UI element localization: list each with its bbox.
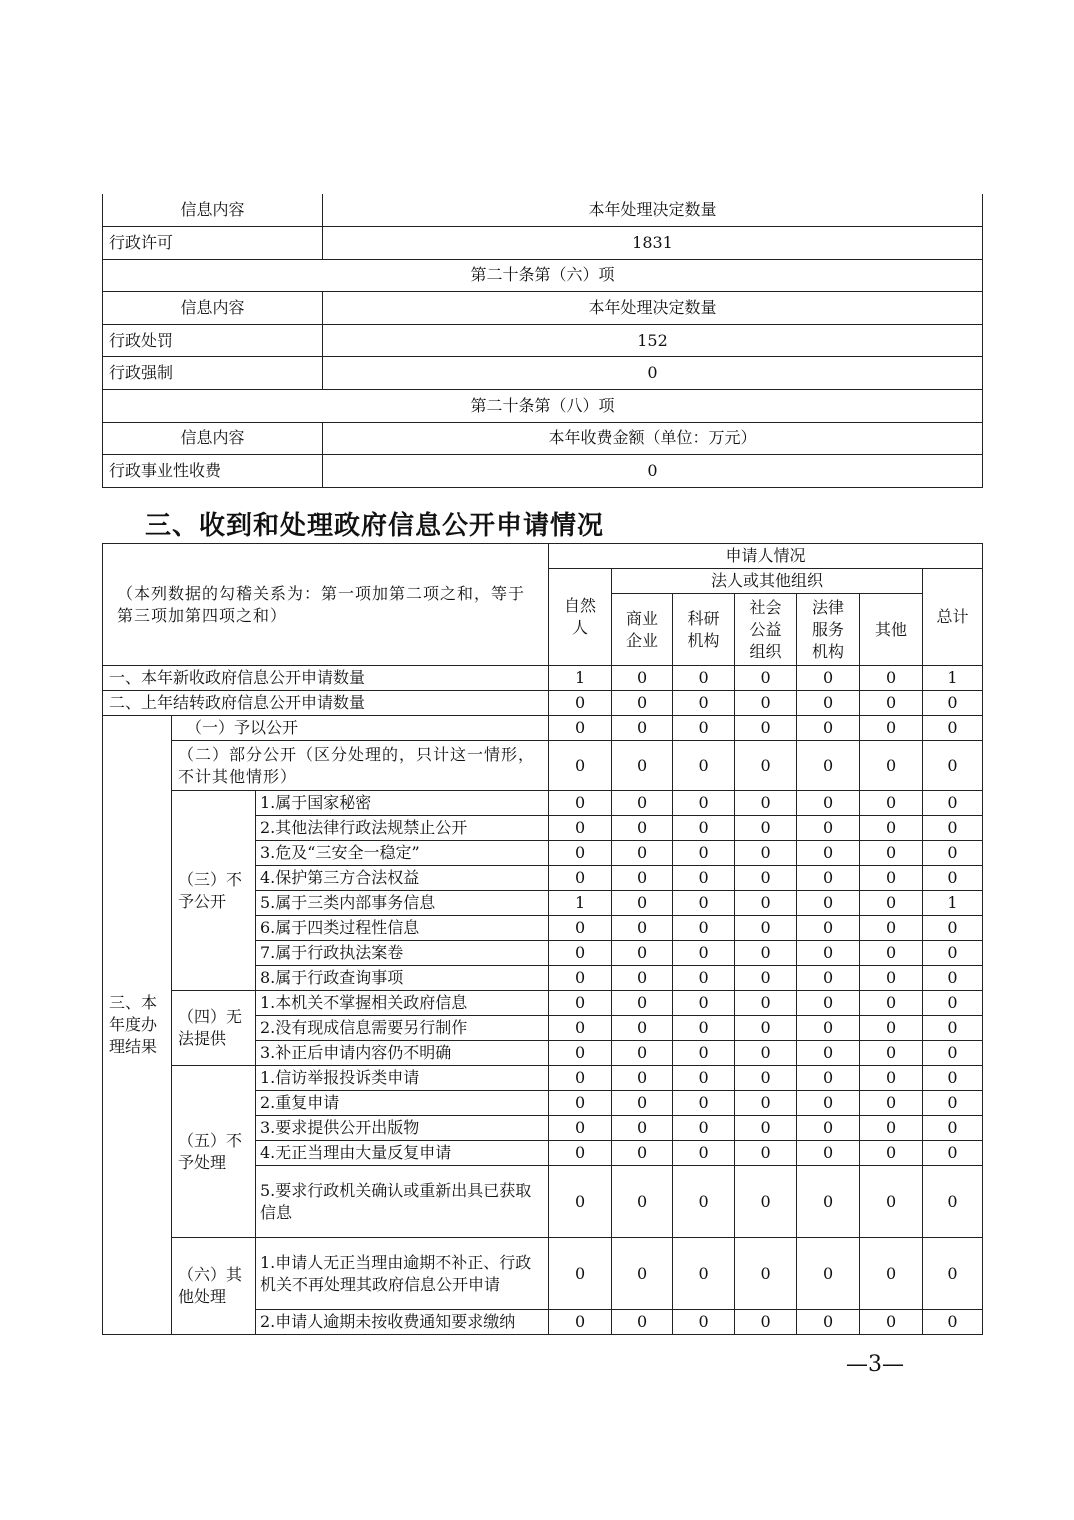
page-number: —3— bbox=[846, 1352, 904, 1377]
table1-row bbox=[103, 357, 983, 390]
cell-value: 0 bbox=[923, 866, 983, 891]
org-column-header: 其他 bbox=[860, 594, 923, 666]
cell-value: 0 bbox=[860, 916, 923, 941]
cell-value: 0 bbox=[860, 841, 923, 866]
cell-value: 0 bbox=[735, 1310, 797, 1335]
table-row bbox=[103, 991, 983, 1016]
cell-value: 0 bbox=[549, 816, 612, 841]
cell-value: 0 bbox=[797, 891, 860, 916]
row-label: 2.没有现成信息需要另行制作 bbox=[256, 1016, 549, 1041]
cell-value: 0 bbox=[735, 891, 797, 916]
column-header: 本年处理决定数量 bbox=[323, 292, 983, 325]
row-label: 二、上年结转政府信息公开申请数量 bbox=[103, 691, 549, 716]
table-row bbox=[103, 741, 983, 791]
cell-value: 1 bbox=[549, 891, 612, 916]
cell-value: 0 bbox=[860, 816, 923, 841]
cell-value: 0 bbox=[860, 991, 923, 1016]
table1-row bbox=[103, 390, 983, 423]
cell-value: 0 bbox=[673, 1066, 735, 1091]
cell-value: 0 bbox=[735, 941, 797, 966]
item-label: 行政许可 bbox=[103, 227, 323, 260]
cell-value: 0 bbox=[612, 1066, 673, 1091]
cell-value: 0 bbox=[549, 941, 612, 966]
cell-value: 0 bbox=[923, 691, 983, 716]
cell-value: 0 bbox=[673, 841, 735, 866]
cell-value: 0 bbox=[797, 841, 860, 866]
cell-value: 0 bbox=[612, 1166, 673, 1238]
cell-value: 0 bbox=[612, 966, 673, 991]
cell-value: 0 bbox=[735, 841, 797, 866]
cell-value: 0 bbox=[673, 866, 735, 891]
item-label: 行政事业性收费 bbox=[103, 455, 323, 488]
cell-value: 0 bbox=[923, 816, 983, 841]
cell-value: 1 bbox=[923, 891, 983, 916]
cell-value: 0 bbox=[549, 1310, 612, 1335]
cell-value: 0 bbox=[797, 791, 860, 816]
column-header: 信息内容 bbox=[103, 194, 323, 227]
cell-value: 0 bbox=[797, 1116, 860, 1141]
table-row bbox=[103, 1238, 983, 1310]
table1-row bbox=[103, 194, 983, 227]
cell-value: 0 bbox=[673, 1016, 735, 1041]
cell-value: 0 bbox=[549, 1066, 612, 1091]
cell-value: 0 bbox=[612, 816, 673, 841]
cell-value: 0 bbox=[673, 666, 735, 691]
cell-value: 1 bbox=[923, 666, 983, 691]
cell-value: 0 bbox=[923, 916, 983, 941]
cell-value: 0 bbox=[860, 1141, 923, 1166]
row-label: 3.补正后申请内容仍不明确 bbox=[256, 1041, 549, 1066]
cell-value: 0 bbox=[612, 741, 673, 791]
cell-value: 0 bbox=[549, 691, 612, 716]
cell-value: 0 bbox=[735, 1166, 797, 1238]
cell-value: 0 bbox=[735, 716, 797, 741]
cell-value: 0 bbox=[735, 1091, 797, 1116]
table1-row bbox=[103, 422, 983, 455]
org-column-header: 社会公益组织 bbox=[735, 594, 797, 666]
cell-value: 0 bbox=[923, 1310, 983, 1335]
cell-value: 0 bbox=[549, 741, 612, 791]
cell-value: 0 bbox=[860, 741, 923, 791]
cell-value: 0 bbox=[549, 991, 612, 1016]
cell-value: 0 bbox=[923, 991, 983, 1016]
cell-value: 0 bbox=[549, 716, 612, 741]
cell-value: 0 bbox=[735, 666, 797, 691]
cell-value: 0 bbox=[735, 1041, 797, 1066]
row-label: 5.属于三类内部事务信息 bbox=[256, 891, 549, 916]
cell-value: 0 bbox=[673, 741, 735, 791]
subgroup-label: （五）不予处理 bbox=[172, 1066, 256, 1238]
table-row bbox=[103, 666, 983, 691]
table1-row bbox=[103, 292, 983, 325]
group-label: 三、本年度办理结果 bbox=[103, 716, 172, 1335]
cell-value: 0 bbox=[923, 841, 983, 866]
cell-value: 0 bbox=[549, 916, 612, 941]
cell-value: 0 bbox=[612, 691, 673, 716]
column-header: 本年处理决定数量 bbox=[323, 194, 983, 227]
cell-value: 0 bbox=[735, 866, 797, 891]
section-label: 第二十条第（六）项 bbox=[103, 259, 983, 292]
cell-value: 0 bbox=[612, 891, 673, 916]
cell-value: 0 bbox=[860, 966, 923, 991]
cell-value: 0 bbox=[797, 1066, 860, 1091]
cell-value: 0 bbox=[735, 1141, 797, 1166]
cell-value: 0 bbox=[673, 1041, 735, 1066]
cell-value: 0 bbox=[735, 916, 797, 941]
cell-value: 0 bbox=[735, 1238, 797, 1310]
cell-value: 0 bbox=[923, 741, 983, 791]
cell-value: 0 bbox=[923, 1166, 983, 1238]
cell-value: 0 bbox=[797, 1310, 860, 1335]
item-value: 0 bbox=[323, 357, 983, 390]
cell-value: 0 bbox=[612, 1310, 673, 1335]
row-label: （二）部分公开（区分处理的，只计这一情形，不计其他情形） bbox=[172, 741, 549, 791]
row-label: 6.属于四类过程性信息 bbox=[256, 916, 549, 941]
row-label: 2.重复申请 bbox=[256, 1091, 549, 1116]
row-label: 1.本机关不掌握相关政府信息 bbox=[256, 991, 549, 1016]
cell-value: 0 bbox=[797, 1166, 860, 1238]
table-row bbox=[103, 691, 983, 716]
row-label: 3.危及“三安全一稳定” bbox=[256, 841, 549, 866]
cell-value: 0 bbox=[860, 941, 923, 966]
cell-value: 0 bbox=[860, 666, 923, 691]
cell-value: 0 bbox=[923, 716, 983, 741]
cell-value: 0 bbox=[860, 1116, 923, 1141]
cell-value: 0 bbox=[860, 891, 923, 916]
cell-value: 0 bbox=[673, 966, 735, 991]
cell-value: 0 bbox=[549, 1041, 612, 1066]
cell-value: 0 bbox=[797, 691, 860, 716]
cell-value: 0 bbox=[797, 666, 860, 691]
item-label: 行政处罚 bbox=[103, 324, 323, 357]
cell-value: 0 bbox=[612, 1041, 673, 1066]
cell-value: 0 bbox=[612, 1238, 673, 1310]
cell-value: 0 bbox=[860, 1166, 923, 1238]
org-column-header: 法律服务机构 bbox=[797, 594, 860, 666]
cell-value: 0 bbox=[612, 866, 673, 891]
cell-value: 0 bbox=[923, 966, 983, 991]
cell-value: 1 bbox=[549, 666, 612, 691]
cell-value: 0 bbox=[735, 791, 797, 816]
cell-value: 0 bbox=[923, 1041, 983, 1066]
application-table bbox=[102, 543, 983, 1335]
cell-value: 0 bbox=[923, 1016, 983, 1041]
table1-row bbox=[103, 455, 983, 488]
row-label: 1.申请人无正当理由逾期不补正、行政机关不再处理其政府信息公开申请 bbox=[256, 1238, 549, 1310]
row-label: 5.要求行政机关确认或重新出具已获取信息 bbox=[256, 1166, 549, 1238]
cell-value: 0 bbox=[673, 941, 735, 966]
subgroup-label: （六）其他处理 bbox=[172, 1238, 256, 1335]
org-column-header: 科研机构 bbox=[673, 594, 735, 666]
row-label: 3.要求提供公开出版物 bbox=[256, 1116, 549, 1141]
cell-value: 0 bbox=[923, 1238, 983, 1310]
cell-value: 0 bbox=[735, 816, 797, 841]
column-header: 信息内容 bbox=[103, 422, 323, 455]
table1-row bbox=[103, 227, 983, 260]
cell-value: 0 bbox=[735, 741, 797, 791]
cell-value: 0 bbox=[673, 1238, 735, 1310]
total-header: 总计 bbox=[923, 569, 983, 666]
table-row bbox=[103, 1066, 983, 1091]
cell-value: 0 bbox=[923, 1066, 983, 1091]
table-row bbox=[103, 716, 983, 741]
cell-value: 0 bbox=[549, 791, 612, 816]
cell-value: 0 bbox=[612, 991, 673, 1016]
cell-value: 0 bbox=[860, 1310, 923, 1335]
cell-value: 0 bbox=[673, 1091, 735, 1116]
cell-value: 0 bbox=[797, 816, 860, 841]
cell-value: 0 bbox=[797, 916, 860, 941]
table1-row bbox=[103, 259, 983, 292]
cell-value: 0 bbox=[923, 791, 983, 816]
cell-value: 0 bbox=[860, 791, 923, 816]
cell-value: 0 bbox=[923, 1091, 983, 1116]
cell-value: 0 bbox=[735, 1066, 797, 1091]
cell-value: 0 bbox=[673, 1141, 735, 1166]
cell-value: 0 bbox=[612, 716, 673, 741]
row-label: 一、本年新收政府信息公开申请数量 bbox=[103, 666, 549, 691]
cell-value: 0 bbox=[673, 1116, 735, 1141]
cell-value: 0 bbox=[797, 866, 860, 891]
cell-value: 0 bbox=[797, 966, 860, 991]
cell-value: 0 bbox=[612, 1016, 673, 1041]
cell-value: 0 bbox=[923, 941, 983, 966]
cell-value: 0 bbox=[860, 1066, 923, 1091]
cell-value: 0 bbox=[860, 1016, 923, 1041]
cell-value: 0 bbox=[673, 1166, 735, 1238]
cell-value: 0 bbox=[860, 716, 923, 741]
cell-value: 0 bbox=[735, 966, 797, 991]
cell-value: 0 bbox=[612, 916, 673, 941]
row-label: 4.无正当理由大量反复申请 bbox=[256, 1141, 549, 1166]
org-header: 法人或其他组织 bbox=[612, 569, 923, 594]
cell-value: 0 bbox=[612, 1091, 673, 1116]
row-label: 1.信访举报投诉类申请 bbox=[256, 1066, 549, 1091]
cell-value: 0 bbox=[612, 666, 673, 691]
item-value: 0 bbox=[323, 455, 983, 488]
item-value: 152 bbox=[323, 324, 983, 357]
cell-value: 0 bbox=[549, 1166, 612, 1238]
cell-value: 0 bbox=[549, 1141, 612, 1166]
table-row bbox=[103, 791, 983, 816]
cell-value: 0 bbox=[612, 941, 673, 966]
cell-value: 0 bbox=[612, 841, 673, 866]
cell-value: 0 bbox=[797, 991, 860, 1016]
org-column-header: 商业企业 bbox=[612, 594, 673, 666]
section-title: 三、收到和处理政府信息公开申请情况 bbox=[145, 511, 605, 541]
cell-value: 0 bbox=[860, 1238, 923, 1310]
cell-value: 0 bbox=[797, 1091, 860, 1116]
cell-value: 0 bbox=[673, 1310, 735, 1335]
section-label: 第二十条第（八）项 bbox=[103, 390, 983, 423]
cell-value: 0 bbox=[797, 716, 860, 741]
row-label: 7.属于行政执法案卷 bbox=[256, 941, 549, 966]
cell-value: 0 bbox=[612, 1116, 673, 1141]
cell-value: 0 bbox=[797, 1016, 860, 1041]
table-note: （本列数据的勾稽关系为：第一项加第二项之和，等于第三项加第四项之和） bbox=[103, 544, 549, 666]
cell-value: 0 bbox=[673, 891, 735, 916]
cell-value: 0 bbox=[549, 1116, 612, 1141]
row-label: 2.申请人逾期未按收费通知要求缴纳 bbox=[256, 1310, 549, 1335]
cell-value: 0 bbox=[735, 691, 797, 716]
item-label: 行政强制 bbox=[103, 357, 323, 390]
cell-value: 0 bbox=[797, 1238, 860, 1310]
cell-value: 0 bbox=[673, 916, 735, 941]
column-header: 信息内容 bbox=[103, 292, 323, 325]
cell-value: 0 bbox=[735, 1116, 797, 1141]
cell-value: 0 bbox=[797, 741, 860, 791]
disclosure-count-table bbox=[102, 194, 983, 488]
applicant-header: 申请人情况 bbox=[549, 544, 983, 569]
column-header: 本年收费金额（单位：万元） bbox=[323, 422, 983, 455]
cell-value: 0 bbox=[549, 1091, 612, 1116]
cell-value: 0 bbox=[549, 1238, 612, 1310]
row-label: （一）予以公开 bbox=[172, 716, 549, 741]
row-label: 4.保护第三方合法权益 bbox=[256, 866, 549, 891]
cell-value: 0 bbox=[673, 716, 735, 741]
cell-value: 0 bbox=[549, 966, 612, 991]
cell-value: 0 bbox=[860, 691, 923, 716]
cell-value: 0 bbox=[860, 866, 923, 891]
subgroup-label: （三）不予公开 bbox=[172, 791, 256, 991]
table1-row bbox=[103, 324, 983, 357]
row-label: 2.其他法律行政法规禁止公开 bbox=[256, 816, 549, 841]
cell-value: 0 bbox=[549, 1016, 612, 1041]
cell-value: 0 bbox=[923, 1141, 983, 1166]
cell-value: 0 bbox=[673, 991, 735, 1016]
cell-value: 0 bbox=[735, 1016, 797, 1041]
cell-value: 0 bbox=[860, 1091, 923, 1116]
cell-value: 0 bbox=[735, 991, 797, 1016]
cell-value: 0 bbox=[797, 1041, 860, 1066]
subgroup-label: （四）无法提供 bbox=[172, 991, 256, 1066]
cell-value: 0 bbox=[673, 791, 735, 816]
natural-person-header: 自然人 bbox=[549, 569, 612, 666]
cell-value: 0 bbox=[860, 1041, 923, 1066]
item-value: 1831 bbox=[323, 227, 983, 260]
cell-value: 0 bbox=[797, 941, 860, 966]
cell-value: 0 bbox=[923, 1116, 983, 1141]
cell-value: 0 bbox=[797, 1141, 860, 1166]
cell-value: 0 bbox=[549, 841, 612, 866]
cell-value: 0 bbox=[673, 691, 735, 716]
row-label: 1.属于国家秘密 bbox=[256, 791, 549, 816]
cell-value: 0 bbox=[673, 816, 735, 841]
cell-value: 0 bbox=[549, 866, 612, 891]
cell-value: 0 bbox=[612, 791, 673, 816]
row-label: 8.属于行政查询事项 bbox=[256, 966, 549, 991]
cell-value: 0 bbox=[612, 1141, 673, 1166]
